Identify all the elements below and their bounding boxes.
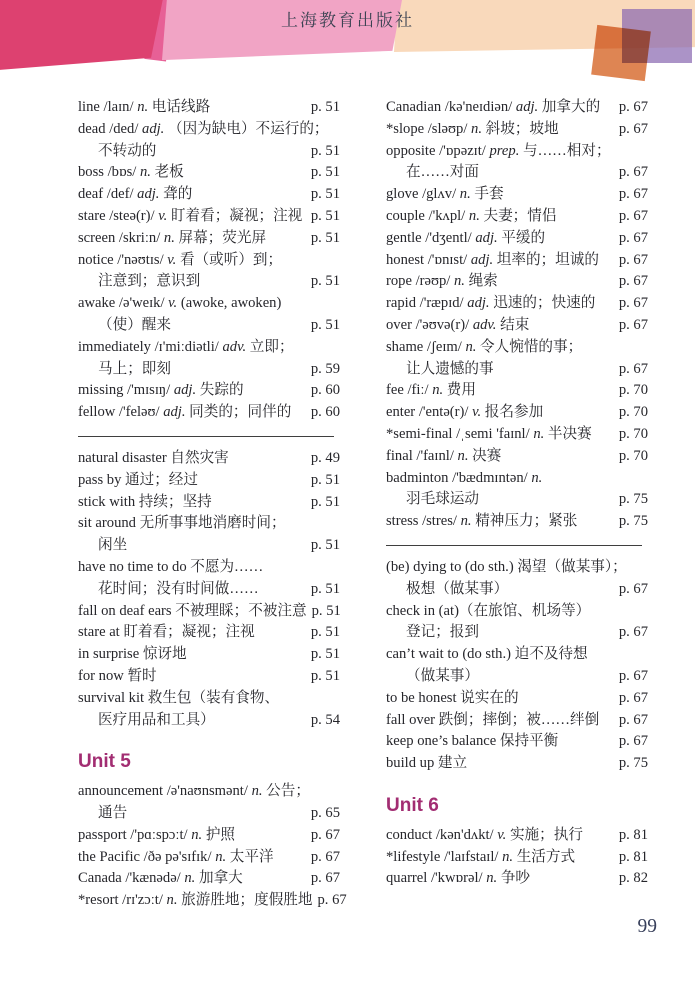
entry-text: 让人遗憾的事 [406, 360, 494, 377]
entry-line [386, 228, 648, 250]
entry-line [78, 293, 340, 315]
entry-text: (be) dying to (do sth.) 渴望（做某事）； [386, 558, 627, 575]
entry-line [78, 184, 340, 206]
entry-text: check in (at)（在旅馆、机场等） [386, 602, 591, 619]
entry-line [386, 489, 648, 511]
page-ref: p. 75 [618, 755, 648, 772]
entry-line [78, 359, 340, 381]
entry-line [78, 492, 340, 514]
entry-line [386, 666, 648, 688]
entry-text: honest /'ɒnɪst/ adj. 坦率的；坦诚的 [386, 251, 599, 268]
entry-text: 花时间；没有时间做…… [98, 580, 259, 597]
page-header [0, 0, 695, 92]
entry-text: *semi-final /ˌsemi 'faɪnl/ n. 半决赛 [386, 425, 592, 442]
page-ref: p. 49 [310, 449, 340, 466]
page-ref: p. 59 [310, 360, 340, 377]
page-ref: p. 51 [310, 186, 340, 203]
entry-text: 极想（做某事） [406, 580, 509, 597]
entry-text: enter /'entə(r)/ v. 报名参加 [386, 404, 544, 421]
entry-text: conduct /kən'dʌkt/ v. 实施；执行 [386, 826, 583, 843]
entry-text: fellow /'feləʊ/ adj. 同类的；同伴的 [78, 404, 292, 421]
entry-line [78, 337, 340, 359]
entry-line [78, 513, 340, 535]
entry-text: to be honest 说实在的 [386, 689, 519, 706]
page-ref: p. 65 [310, 804, 340, 821]
entry-line [386, 380, 648, 402]
entry-text: 注意到；意识到 [98, 273, 201, 290]
page-ref: p. 51 [310, 493, 340, 510]
entry-text: 医疗用品和工具） [98, 711, 215, 728]
entry-text: immediately /ɪ'miːdiətli/ adv. 立即； [78, 338, 294, 355]
entry-line [78, 448, 340, 470]
entry-text: fall on deaf ears 不被理睬；不被注意 [78, 602, 307, 619]
entry-line [386, 162, 648, 184]
entry-line [78, 890, 347, 912]
entry-line [386, 250, 648, 272]
entry-line [78, 710, 340, 732]
entry-line [386, 141, 648, 163]
page-ref: p. 67 [618, 229, 648, 246]
entry-line [386, 359, 648, 381]
entry-line [386, 206, 648, 228]
entry-line [386, 710, 648, 732]
entry-line [386, 601, 648, 623]
entry-text: sit around 无所事事地消磨时间； [78, 515, 286, 532]
page-ref: p. 67 [618, 689, 648, 706]
entry-text: 登记；报到 [406, 624, 479, 641]
entry-text: couple /'kʌpl/ n. 夫妻；情侣 [386, 207, 557, 224]
entry-line [78, 141, 340, 163]
right-column [386, 97, 648, 912]
page-ref: p. 81 [618, 826, 648, 843]
page-ref: p. 51 [310, 229, 340, 246]
entry-line [78, 250, 340, 272]
entry-line [386, 644, 648, 666]
entry-line [386, 97, 648, 119]
page-ref: p. 51 [310, 142, 340, 159]
entry-line [386, 402, 648, 424]
entry-text: the Pacific /ðə pə'sɪfɪk/ n. 太平洋 [78, 848, 274, 865]
entry-text: rope /rəʊp/ n. 绳索 [386, 273, 498, 290]
entry-line [386, 337, 648, 359]
entry-line [78, 644, 340, 666]
entry-text: screen /skriːn/ n. 屏幕；荧光屏 [78, 229, 267, 246]
page-ref: p. 51 [310, 99, 340, 115]
entry-line [386, 825, 648, 847]
page-ref: p. 70 [618, 382, 648, 399]
entry-line [386, 847, 648, 869]
page-ref: p. 67 [618, 273, 648, 290]
entry-text: can’t wait to (do sth.) 迫不及待想 [386, 646, 588, 663]
entry-line [78, 868, 340, 890]
page-ref: p. 67 [618, 164, 648, 181]
entry-text: quarrel /'kwɒrəl/ n. 争吵 [386, 870, 531, 887]
entry-line [78, 119, 340, 141]
entry-text: over /'əʊvə(r)/ adv. 结束 [386, 316, 530, 333]
entry-text: 闲坐 [98, 537, 128, 554]
page-ref: p. 67 [618, 207, 648, 224]
entry-text: stick with 持续；坚持 [78, 493, 212, 510]
section-divider [386, 545, 642, 546]
page-ref: p. 67 [618, 251, 648, 268]
entry-line [78, 803, 340, 825]
page-ref: p. 67 [618, 580, 648, 597]
entry-text: shame /ʃeɪm/ n. 令人惋惜的事； [386, 338, 583, 355]
entry-line [386, 579, 648, 601]
page-ref: p. 82 [618, 870, 648, 887]
page-ref: p. 60 [310, 382, 340, 399]
entry-text: announcement /ə'naʊnsmənt/ n. 公告； [78, 783, 310, 800]
entry-text: *resort /rɪ'zɔːt/ n. 旅游胜地；度假胜地 [78, 892, 313, 909]
page-ref: p. 75 [618, 491, 648, 508]
page-ref: p. 67 [618, 186, 648, 203]
entry-text: boss /bɒs/ n. 老板 [78, 164, 184, 181]
entry-text: final /'faɪnl/ n. 决赛 [386, 447, 502, 464]
entry-text: for now 暂时 [78, 667, 157, 684]
entry-text: pass by 通过；经过 [78, 471, 198, 488]
entry-line [78, 601, 340, 623]
entry-text: fall over 跌倒；摔倒；被……绊倒 [386, 711, 600, 728]
entry-text: keep one’s balance 保持平衡 [386, 733, 559, 750]
entry-line [78, 380, 340, 402]
entry-line [386, 731, 648, 753]
entry-line [78, 557, 340, 579]
entry-text: stress /stres/ n. 精神压力；紧张 [386, 513, 578, 530]
unit-heading: Unit 6 [386, 794, 439, 816]
section-divider [78, 436, 334, 437]
entry-text: stare at 盯着看；凝视；注视 [78, 624, 255, 641]
page-ref: p. 51 [310, 316, 340, 333]
entry-line [78, 579, 340, 601]
entry-line [78, 847, 340, 869]
entry-text: natural disaster 自然灾害 [78, 449, 229, 466]
entry-line [78, 688, 340, 710]
entry-text: have no time to do 不愿为…… [78, 558, 264, 575]
page-ref: p. 70 [618, 404, 648, 421]
entry-text: （做某事） [406, 667, 479, 684]
page-ref: p. 81 [618, 848, 648, 865]
entry-text: rapid /'ræpɪd/ adj. 迅速的；快速的 [386, 295, 596, 312]
entry-line [78, 402, 340, 424]
page-ref: p. 51 [310, 624, 340, 641]
page-ref: p. 51 [310, 537, 340, 554]
entry-line [386, 753, 648, 775]
page-ref: p. 75 [618, 513, 648, 530]
entry-text: glove /glʌv/ n. 手套 [386, 186, 504, 203]
entry-text: build up 建立 [386, 755, 468, 772]
entry-text: *slope /sləʊp/ n. 斜坡；坡地 [386, 120, 559, 137]
page-ref: p. 51 [311, 602, 341, 619]
entry-line [78, 470, 340, 492]
page-ref: p. 67 [618, 360, 648, 377]
entry-text: deaf /def/ adj. 聋的 [78, 186, 193, 203]
entry-text: 在……对面 [406, 164, 479, 181]
entry-text: survival kit 救生包（装有食物、 [78, 689, 280, 706]
entry-line [386, 424, 648, 446]
entry-line [78, 97, 340, 119]
entry-text: 羽毛球运动 [406, 491, 479, 508]
entry-text: （使）醒来 [98, 316, 171, 333]
page-ref: p. 67 [618, 120, 648, 137]
entry-line [78, 315, 340, 337]
entry-line [386, 868, 648, 890]
entry-text: Canada /'kænədə/ n. 加拿大 [78, 870, 243, 887]
page-ref: p. 51 [310, 273, 340, 290]
entry-line [78, 666, 340, 688]
page-ref: p. 67 [618, 624, 648, 641]
entry-line [78, 781, 340, 803]
entry-text: 通告 [98, 804, 128, 821]
entry-text: notice /'nəʊtɪs/ v. 看（或听）到； [78, 251, 283, 268]
entry-line [78, 271, 340, 293]
entry-text: stare /steə(r)/ v. 盯着看；凝视；注视 [78, 207, 303, 224]
entry-text: in surprise 惊讶地 [78, 646, 187, 663]
entry-line [78, 206, 340, 228]
entry-text: badminton /'bædmɪntən/ n. [386, 469, 543, 486]
entry-text: 马上；即刻 [98, 360, 171, 377]
entry-text: Canadian /kə'neɪdiən/ adj. 加拿大的 [386, 99, 601, 115]
page-ref: p. 67 [618, 667, 648, 684]
page-ref: p. 67 [310, 826, 340, 843]
page-ref: p. 60 [310, 404, 340, 421]
entry-text: fee /fiː/ n. 费用 [386, 382, 476, 399]
entry-line [78, 228, 340, 250]
entry-text: awake /ə'weɪk/ v. (awoke, awoken) [78, 295, 282, 312]
entry-line [386, 184, 648, 206]
entry-line [386, 315, 648, 337]
glossary-columns [78, 97, 648, 912]
page-ref: p. 51 [310, 164, 340, 181]
page-ref: p. 70 [618, 447, 648, 464]
page-ref: p. 51 [310, 207, 340, 224]
page-ref: p. 51 [310, 646, 340, 663]
entry-line [386, 271, 648, 293]
entry-line [78, 535, 340, 557]
entry-line [386, 468, 648, 490]
page-ref: p. 51 [310, 667, 340, 684]
page-number: 99 [637, 916, 657, 937]
page-ref: p. 67 [618, 733, 648, 750]
entry-line [386, 557, 648, 579]
entry-line [78, 622, 340, 644]
entry-line [78, 162, 340, 184]
publisher-title: 上海教育出版社 [281, 11, 414, 30]
page-ref: p. 67 [310, 870, 340, 887]
entry-text: 不转动的 [98, 142, 157, 159]
entry-text: opposite /'ɒpəzɪt/ prep. 与……相对； [386, 142, 611, 159]
page-ref: p. 67 [618, 711, 648, 728]
page-ref: p. 67 [618, 295, 648, 312]
entry-text: passport /'pɑːspɔːt/ n. 护照 [78, 826, 236, 843]
entry-line [386, 622, 648, 644]
entry-text: dead /ded/ adj. （因为缺电）不运行的； [78, 120, 329, 137]
page-ref: p. 67 [618, 316, 648, 333]
page-ref: p. 70 [618, 425, 648, 442]
page-ref: p. 51 [310, 580, 340, 597]
entry-text: missing /'mɪsɪŋ/ adj. 失踪的 [78, 382, 244, 399]
page-ref: p. 51 [310, 471, 340, 488]
entry-text: *lifestyle /'laɪfstaɪl/ n. 生活方式 [386, 848, 576, 865]
page-ref: p. 67 [618, 99, 648, 115]
page-ref: p. 54 [310, 711, 340, 728]
page-ref: p. 67 [310, 848, 340, 865]
entry-text: gentle /'dʒentl/ adj. 平缓的 [386, 229, 546, 246]
entry-text: line /laɪn/ n. 电话线路 [78, 99, 211, 115]
entry-line [386, 446, 648, 468]
entry-line [386, 293, 648, 315]
unit-heading: Unit 5 [78, 751, 131, 773]
entry-line [78, 825, 340, 847]
page-ref: p. 67 [317, 892, 347, 909]
entry-line [386, 119, 648, 141]
decor-orange-square [591, 25, 651, 81]
left-column [78, 97, 347, 912]
entry-line [386, 511, 648, 533]
entry-line [386, 688, 648, 710]
